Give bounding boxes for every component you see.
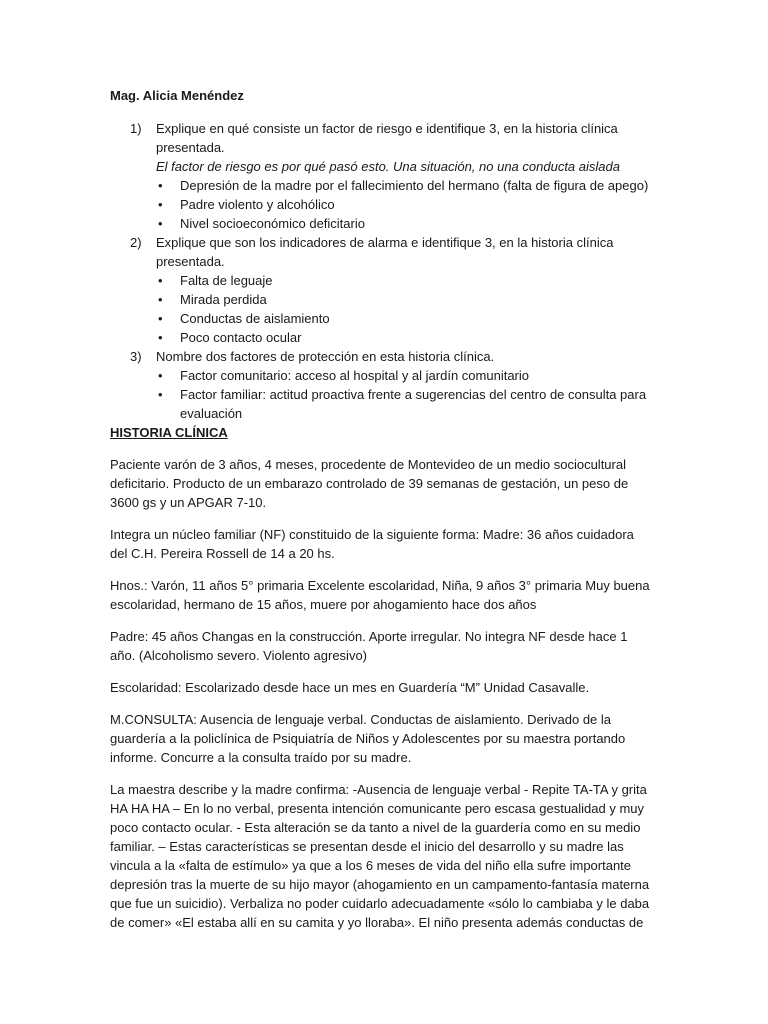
question-text: Explique en qué consiste un factor de riesgo e identifique 3, en la historia clínica presentada. <box>156 121 618 155</box>
question-list <box>110 119 650 423</box>
question-number: 1) <box>130 121 142 136</box>
list-item-text: Mirada perdida <box>180 292 267 307</box>
bullet-icon: • <box>158 216 163 231</box>
answer-bullets <box>156 176 650 233</box>
question-text: Explique que son los indicadores de alarma e identifique 3, en la historia clínica presentada. <box>156 235 614 269</box>
list-item-text: Nivel socioeconómico deficitario <box>180 216 365 231</box>
list-item <box>156 328 650 347</box>
history-paragraph: Padre: 45 años Changas en la construcción. Aporte irregular. No integra NF desde hace 1 año. (Alcoholismo severo. Violento agresivo) <box>110 629 628 663</box>
list-item <box>156 309 650 328</box>
history-paragraph: M.CONSULTA: Ausencia de lenguaje verbal. Conductas de aislamiento. Derivado de la guardería a la policlínica de Psiquiatría de Niños y Adolescentes por su maestra portando informe. Concurre a la consulta traído por su madre. <box>110 712 626 765</box>
list-item <box>156 271 650 290</box>
question-item <box>110 233 650 347</box>
answer-bullets <box>156 271 650 347</box>
bullet-icon: • <box>158 292 163 307</box>
bullet-icon: • <box>158 330 163 345</box>
list-item-text: Padre violento y alcohólico <box>180 197 335 212</box>
list-item <box>156 176 650 195</box>
list-item <box>156 214 650 233</box>
bullet-icon: • <box>158 387 163 402</box>
list-item-text: Poco contacto ocular <box>180 330 302 345</box>
author-name: Mag. Alicia Menéndez <box>110 88 244 103</box>
answer-note: El factor de riesgo es por qué pasó esto. Una situación, no una conducta aislada <box>156 159 620 174</box>
list-item-text: Factor familiar: actitud proactiva frente a sugerencias del centro de consulta para evaluación <box>180 387 647 421</box>
document-page <box>110 86 650 945</box>
question-number: 2) <box>130 235 142 250</box>
list-item <box>156 290 650 309</box>
question-number: 3) <box>130 349 142 364</box>
history-paragraph: La maestra describe y la madre confirma: -Ausencia de lenguaje verbal - Repite TA-TA y grita HA HA HA – En lo no verbal, presenta intención comunicante pero escasa gestualidad y muy poco contacto ocular. - Esta alteración se da tanto a nivel de la guardería como en su medio familiar. – Estas características se presentan desde el inicio del desarrollo y su madre las vincula a la «falta de estímulo» ya que a los 6 meses de vida del niño ella sufre importante depresión tras la muerte de su hijo mayor (ahogamiento en un campamento-fantasía materna que fue un suicidio). Verbaliza no poder cuidarlo adecuadamente «sólo lo cambiaba y le daba de comer» «El estaba allí en su camita y yo lloraba». El niño presenta además conductas de <box>110 782 650 930</box>
history-paragraph: Hnos.: Varón, 11 años 5° primaria Excelente escolaridad, Niña, 9 años 3° primaria Muy buena escolaridad, hermano de 15 años, muere por ahogamiento hace dos años <box>110 578 650 612</box>
list-item-text: Falta de leguaje <box>180 273 273 288</box>
list-item <box>156 195 650 214</box>
question-text: Nombre dos factores de protección en esta historia clínica. <box>156 349 495 364</box>
history-paragraph: Escolaridad: Escolarizado desde hace un mes en Guardería “M” Unidad Casavalle. <box>110 680 590 695</box>
list-item <box>156 385 650 423</box>
bullet-icon: • <box>158 311 163 326</box>
history-paragraph: Paciente varón de 3 años, 4 meses, procedente de Montevideo de un medio sociocultural deficitario. Producto de un embarazo controlado de 39 semanas de gestación, un peso de 3600 gs y un APGAR 7-10. <box>110 457 629 510</box>
answer-bullets <box>156 366 650 423</box>
list-item <box>156 366 650 385</box>
list-item-text: Conductas de aislamiento <box>180 311 330 326</box>
question-item <box>110 347 650 423</box>
bullet-icon: • <box>158 368 163 383</box>
bullet-icon: • <box>158 197 163 212</box>
section-title: HISTORIA CLÍNICA <box>110 425 228 440</box>
list-item-text: Depresión de la madre por el fallecimiento del hermano (falta de figura de apego) <box>180 178 649 193</box>
history-paragraph: Integra un núcleo familiar (NF) constituido de la siguiente forma: Madre: 36 años cuidadora del C.H. Pereira Rossell de 14 a 20 hs. <box>110 527 634 561</box>
bullet-icon: • <box>158 178 163 193</box>
list-item-text: Factor comunitario: acceso al hospital y al jardín comunitario <box>180 368 529 383</box>
bullet-icon: • <box>158 273 163 288</box>
question-item <box>110 119 650 233</box>
